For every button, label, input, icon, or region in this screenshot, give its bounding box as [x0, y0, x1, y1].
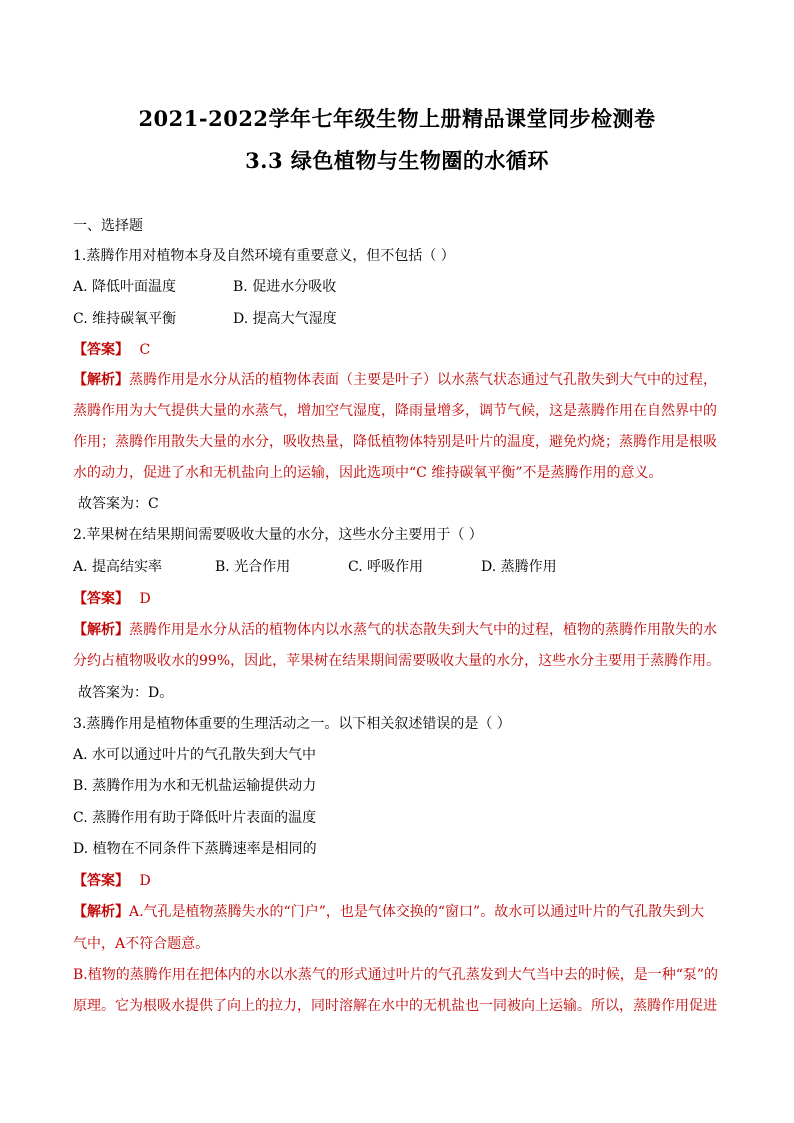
analysis-text: 蒸腾作用是水分从活的植物体内以水蒸气的状态散失到大气中的过程，植物的蒸腾作用散失的水 [129, 622, 717, 638]
question-1-stem: 1.蒸腾作用对植物本身及自然环境有重要意义，但不包括（ ） [73, 248, 455, 264]
question-1-analysis-line: 水的动力，促进了水和无机盐向上的运输，因此选项中“C 维持碳氧平衡”不是蒸腾作用的意义。 [73, 465, 663, 481]
question-1-analysis-line [73, 370, 717, 390]
question-3-answer [73, 871, 151, 891]
question-2-option-a: A. 提高结实率 [73, 559, 163, 575]
question-1-analysis-line: 作用；蒸腾作用散失大量的水分，吸收热量，降低植物体特别是叶片的温度，避免灼烧；蒸腾作用是根吸 [73, 434, 717, 450]
question-3-option-c: C. 蒸腾作用有助于降低叶片表面的温度 [73, 810, 317, 826]
analysis-label: 【解析】 [73, 622, 129, 638]
question-2-option-c: C. 呼吸作用 [348, 559, 424, 575]
answer-value: D [139, 873, 151, 889]
question-2-stem: 2.苹果树在结果期间需要吸收大量的水分，这些水分主要用于（ ） [73, 527, 483, 543]
question-3-analysis-line: 气中，A不符合题意。 [73, 936, 210, 952]
analysis-text: A.气孔是植物蒸腾失水的“门户”，也是气体交换的“窗口”。故水可以通过叶片的气孔散失到大 [129, 904, 705, 920]
question-2-conclusion: 故答案为：D。 [78, 685, 174, 701]
document-subtitle: 3.3 绿色植物与生物圈的水循环 [245, 148, 549, 173]
section-heading: 一、选择题 [73, 218, 143, 234]
question-3-option-d: D. 植物在不同条件下蒸腾速率是相同的 [73, 841, 317, 857]
answer-label: 【答案】 [73, 342, 129, 358]
answer-label: 【答案】 [73, 873, 129, 889]
question-2-option-d: D. 蒸腾作用 [481, 559, 557, 575]
answer-label: 【答案】 [73, 591, 129, 607]
question-2-option-b: B. 光合作用 [215, 559, 291, 575]
question-3-analysis-line: 原理。它为根吸水提供了向上的拉力，同时溶解在水中的无机盐也一同被向上运输。所以，蒸腾作用促进 [73, 998, 717, 1014]
answer-value: C [139, 342, 151, 358]
analysis-label: 【解析】 [73, 372, 129, 388]
question-1-analysis-line: 蒸腾作用为大气提供大量的水蒸气，增加空气湿度，降雨量增多，调节气候，这是蒸腾作用在自然界中的 [73, 403, 717, 419]
question-3-option-b: B. 蒸腾作用为水和无机盐运输提供动力 [73, 778, 317, 794]
question-1-option-c: C. 维持碳氧平衡 [73, 311, 177, 327]
question-2-answer [73, 589, 151, 609]
question-1-option-b: B. 促进水分吸收 [233, 279, 337, 295]
analysis-text: 蒸腾作用是水分从活的植物体表面（主要是叶子）以水蒸气状态通过气孔散失到大气中的过程， [129, 372, 717, 388]
answer-value: D [139, 591, 151, 607]
question-1-option-d: D. 提高大气湿度 [233, 311, 337, 327]
question-1-option-a: A. 降低叶面温度 [73, 279, 177, 295]
analysis-label: 【解析】 [73, 904, 129, 920]
question-2-analysis-line: 分约占植物吸收水的99%，因此，苹果树在结果期间需要吸收大量的水分，这些水分主要用于蒸腾作用。 [73, 653, 721, 669]
question-3-analysis-line: B.植物的蒸腾作用在把体内的水以水蒸气的形式通过叶片的气孔蒸发到大气当中去的时候，是一种“泵”的 [73, 967, 719, 983]
question-1-answer [73, 340, 150, 360]
question-1-conclusion: 故答案为：C [78, 496, 159, 512]
document-title: 2021-2022学年七年级生物上册精品课堂同步检测卷 [138, 106, 656, 131]
question-3-stem: 3.蒸腾作用是植物体重要的生理活动之一。以下相关叙述错误的是（ ） [73, 716, 511, 732]
question-2-analysis-line [73, 620, 717, 640]
question-3-option-a: A. 水可以通过叶片的气孔散失到大气中 [73, 747, 317, 763]
question-3-analysis-line [73, 902, 704, 922]
